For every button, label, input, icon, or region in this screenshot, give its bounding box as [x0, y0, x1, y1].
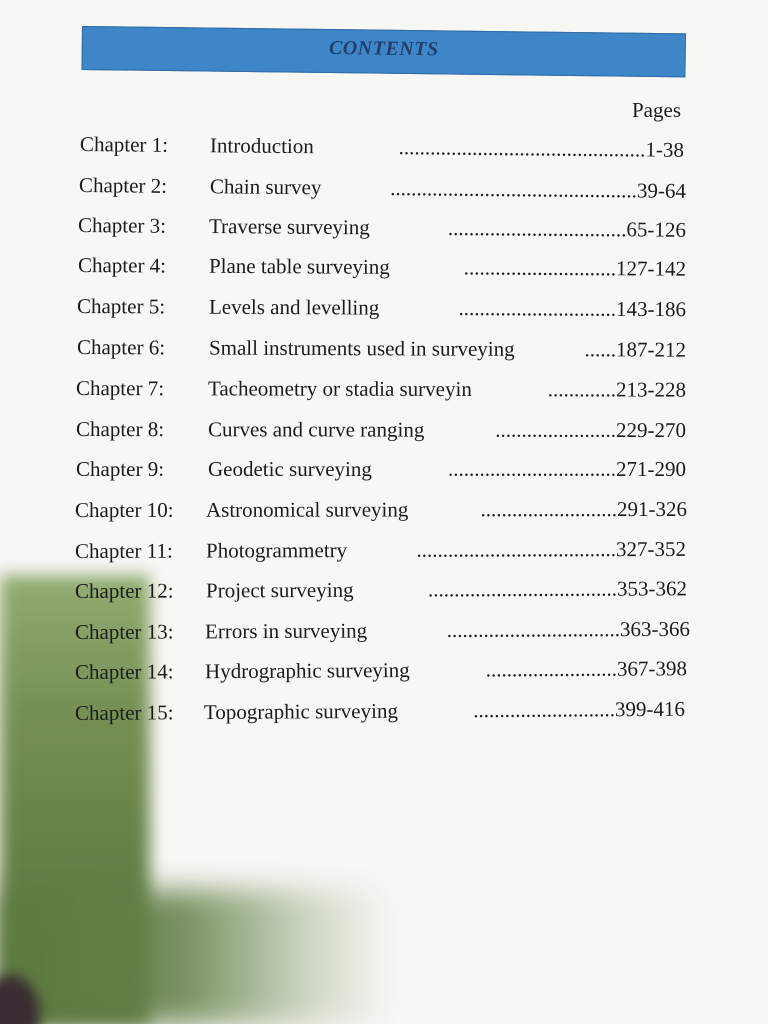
toc-chapter-title: Chain survey [209, 174, 322, 200]
toc-page-range-group [464, 254, 686, 281]
toc-page-range: 367-398 [616, 656, 688, 681]
toc-chapter-title: Project surveying [205, 577, 354, 603]
toc-leader-dots: ............................. [463, 255, 617, 281]
toc-leader-dots: ................................ [448, 457, 616, 481]
toc-leader-dots: ................................. [446, 617, 621, 643]
toc-chapter-title: Astronomical surveying [205, 497, 409, 522]
toc-leader-dots: ...... [584, 337, 617, 362]
toc-row [75, 496, 687, 523]
toc-row [75, 655, 687, 685]
toc-chapter-number: Chapter 8: [75, 417, 165, 442]
toc-leader-dots: ............................................... [398, 135, 646, 162]
toc-chapter-title: Plane table surveying [208, 253, 390, 279]
toc-page-range-group [473, 696, 685, 723]
toc-chapter-number: Chapter 4: [77, 253, 167, 278]
toc-page-range-group [480, 496, 687, 522]
toc-chapter-number: Chapter 1: [79, 132, 169, 157]
toc-chapter-title: Levels and levelling [208, 294, 380, 320]
toc-chapter-title: Tacheometry or stadia surveyin [207, 376, 472, 402]
toc-row [80, 131, 684, 163]
toc-page-range-group [495, 417, 686, 443]
pages-column-label: Pages [632, 98, 681, 122]
toc-chapter-number: Chapter 11: [74, 538, 173, 563]
toc-leader-dots: ...................................... [416, 537, 617, 562]
toc-row [79, 172, 686, 204]
toc-page-range: 39-64 [636, 178, 687, 203]
toc-page-range: 363-366 [619, 616, 691, 642]
toc-page-range: 291-326 [616, 496, 688, 522]
toc-page-range-group [486, 655, 687, 682]
toc-page-range: 353-362 [616, 576, 688, 601]
toc-chapter-title: Small instruments used in surveying [208, 335, 515, 361]
toc-leader-dots: ....................... [495, 417, 617, 442]
toc-row [76, 456, 686, 482]
toc-row [77, 334, 686, 363]
toc-page-range-group [448, 215, 686, 243]
toc-page-range-group [447, 616, 690, 643]
toc-row [75, 575, 687, 604]
toc-row [76, 375, 686, 403]
toc-row [75, 536, 686, 564]
toc-page-range-group [390, 175, 686, 204]
toc-chapter-number: Chapter 3: [77, 213, 167, 238]
toc-page-range-group [548, 376, 686, 402]
toc-chapter-number: Chapter 12: [74, 578, 174, 603]
toc-chapter-title: Introduction [209, 133, 314, 159]
toc-page-range: 1-38 [645, 137, 685, 162]
toc-row [75, 696, 685, 726]
toc-page-range: 271-290 [616, 457, 686, 481]
toc-row [76, 416, 686, 443]
toc-leader-dots: ............. [547, 377, 617, 402]
toc-page-range-group [428, 575, 687, 602]
toc-page-range: 65-126 [626, 217, 687, 242]
toc-chapter-number: Chapter 10: [74, 497, 174, 522]
toc-leader-dots: ........................... [473, 697, 616, 723]
toc-leader-dots: ............................................... [390, 175, 638, 203]
toc-page-range-group [416, 536, 686, 563]
toc-row [78, 252, 686, 282]
toc-leader-dots: .............................. [458, 295, 617, 321]
toc-page-range: 213-228 [615, 377, 687, 402]
toc-chapter-title: Photogrammetry [205, 538, 348, 563]
toc-chapter-title: Errors in surveying [204, 618, 368, 644]
toc-leader-dots: .................................... [427, 576, 618, 602]
toc-chapter-number: Chapter 5: [76, 294, 166, 319]
toc-chapter-number: Chapter 6: [76, 335, 166, 360]
toc-chapter-title: Geodetic surveying [208, 457, 372, 481]
toc-page-range-group [458, 295, 686, 322]
toc-chapter-number: Chapter 14: [74, 659, 174, 684]
toc-row [77, 293, 686, 322]
toc-chapter-number: Chapter 2: [78, 173, 168, 198]
toc-chapter-number: Chapter 13: [74, 619, 174, 644]
toc-chapter-title: Hydrographic surveying [204, 657, 410, 684]
toc-chapter-number: Chapter 7: [75, 376, 165, 401]
toc-chapter-number: Chapter 9: [76, 457, 165, 481]
toc-chapter-number: Chapter 15: [74, 700, 174, 725]
toc-row [78, 212, 686, 243]
toc-page-range-group [448, 456, 686, 482]
toc-page-range: 327-352 [615, 536, 687, 562]
toc-page-range-group [399, 134, 684, 163]
toc-page-range: 229-270 [615, 417, 687, 443]
toc-page-range: 187-212 [615, 337, 687, 362]
contents-title: CONTENTS [328, 37, 439, 61]
toc-row [75, 616, 690, 645]
toc-page-range: 399-416 [614, 696, 686, 722]
toc-page-range: 143-186 [615, 296, 687, 322]
toc-leader-dots: .................................. [447, 215, 627, 242]
toc-chapter-title: Traverse surveying [208, 214, 370, 240]
toc-leader-dots: ......................... [485, 656, 618, 682]
toc-page-range-group [584, 336, 686, 362]
toc-page-range: 127-142 [615, 256, 687, 281]
toc-chapter-title: Topographic surveying [203, 698, 398, 725]
toc-leader-dots: .......................... [480, 497, 618, 522]
toc-chapter-title: Curves and curve ranging [207, 417, 425, 442]
